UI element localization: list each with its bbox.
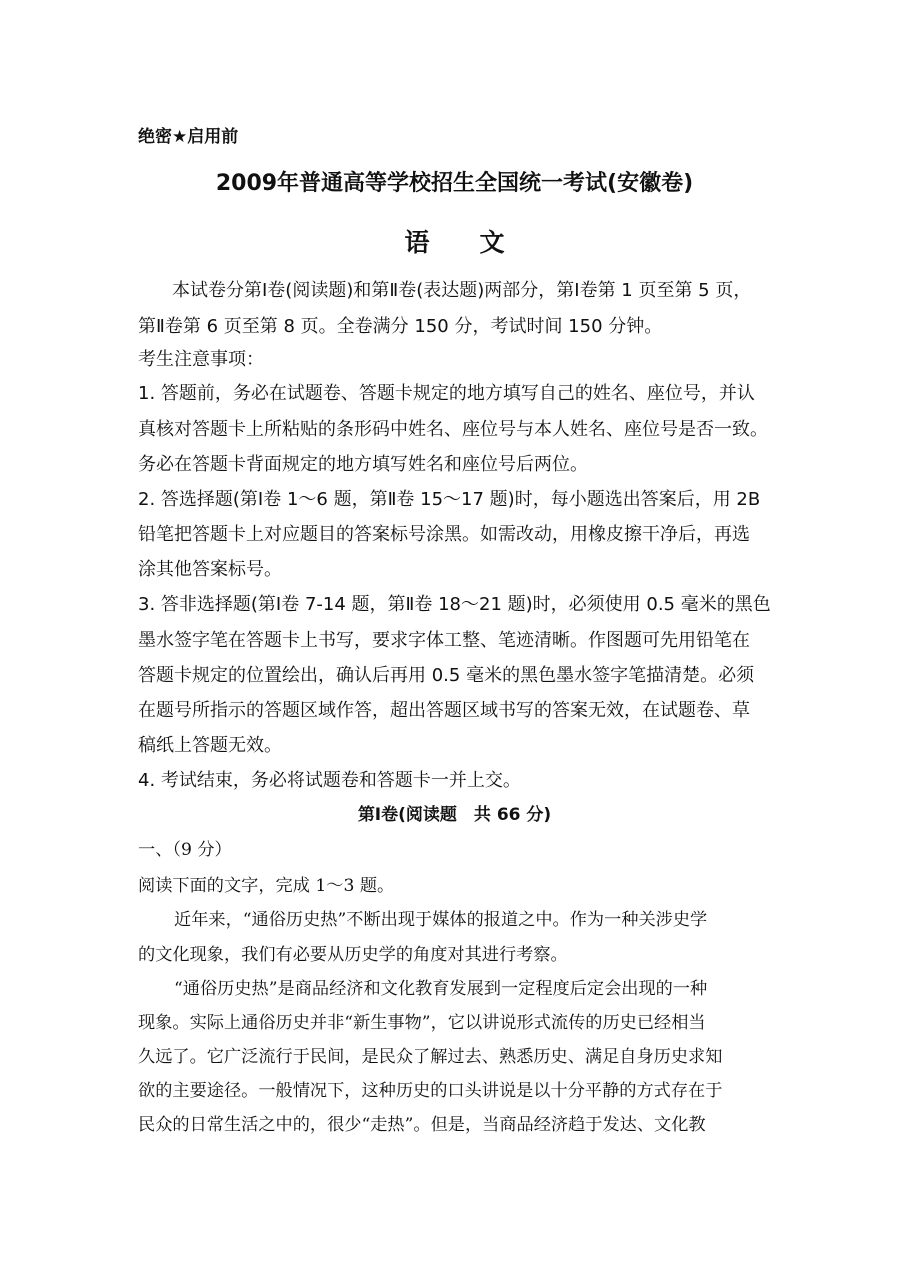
notes-line: 在题号所指示的答题区域作答，超出答题区域书写的答案无效，在试题卷、草	[138, 700, 750, 721]
notes-line: 涂其他答案标号。	[138, 559, 282, 580]
passage-line: 现象。实际上通俗历史并非“新生事物”，它以讲说形式流传的历史已经相当	[138, 1013, 706, 1033]
notes-line: 4. 考试结束，务必将试题卷和答题卡一并上交。	[138, 770, 521, 791]
notes-line: 3. 答非选择题(第Ⅰ卷 7-14 题，第Ⅱ卷 18～21 题)时，必须使用 0.5 毫米的黑色	[138, 594, 771, 615]
notes-line: 2. 答选择题(第Ⅰ卷 1～6 题，第Ⅱ卷 15～17 题)时，每小题选出答案后，用 2B	[138, 489, 761, 510]
passage-line: 欲的主要途径。一般情况下，这种历史的口头讲说是以十分平静的方式存在于	[138, 1081, 723, 1101]
passage-line: 久远了。它广泛流行于民间，是民众了解过去、熟悉历史、满足自身历史求知	[138, 1047, 723, 1067]
section-heading: 第Ⅰ卷(阅读题 共 66 分)	[357, 805, 552, 825]
intro-line: 第Ⅱ卷第 6 页至第 8 页。全卷满分 150 分，考试时间 150 分钟。	[138, 316, 663, 337]
notes-line: 真核对答题卡上所粘贴的条形码中姓名、座位号与本人姓名、座位号是否一致。	[138, 419, 768, 440]
notes-line: 稿纸上答题无效。	[138, 735, 282, 756]
notes-line: 答题卡规定的位置绘出，确认后再用 0.5 毫米的黑色墨水签字笔描清楚。必须	[138, 665, 755, 686]
passage-line: 的文化现象，我们有必要从历史学的角度对其进行考察。	[138, 945, 568, 965]
part-label: 一、（9 分）	[138, 840, 232, 860]
reading-instruction: 阅读下面的文字，完成 1～3 题。	[138, 876, 395, 896]
subject-title: 语 文	[404, 228, 505, 257]
passage-line: 近年来，“通俗历史热”不断出现于媒体的报道之中。作为一种关涉史学	[174, 910, 708, 930]
notes-heading: 考生注意事项：	[138, 349, 264, 370]
passage-line: 民众的日常生活之中的，很少“走热”。但是，当商品经济趋于发达、文化教	[138, 1115, 706, 1135]
intro-line: 本试卷分第Ⅰ卷(阅读题)和第Ⅱ卷(表达题)两部分，第Ⅰ卷第 1 页至第 5 页，	[172, 280, 752, 301]
exam-title: 2009年普通高等学校招生全国统一考试(安徽卷)	[215, 171, 694, 196]
passage-line: “通俗历史热”是商品经济和文化教育发展到一定程度后定会出现的一种	[174, 979, 708, 999]
notes-line: 墨水签字笔在答题卡上书写，要求字体工整、笔迹清晰。作图题可先用铅笔在	[138, 630, 750, 651]
notes-line: 1. 答题前，务必在试题卷、答题卡规定的地方填写自己的姓名、座位号，并认	[138, 383, 755, 404]
notes-line: 务必在答题卡背面规定的地方填写姓名和座位号后两位。	[138, 454, 588, 475]
notes-line: 铅笔把答题卡上对应题目的答案标号涂黑。如需改动，用橡皮擦干净后，再选	[138, 524, 750, 545]
secret-label: 绝密★启用前	[138, 127, 239, 147]
